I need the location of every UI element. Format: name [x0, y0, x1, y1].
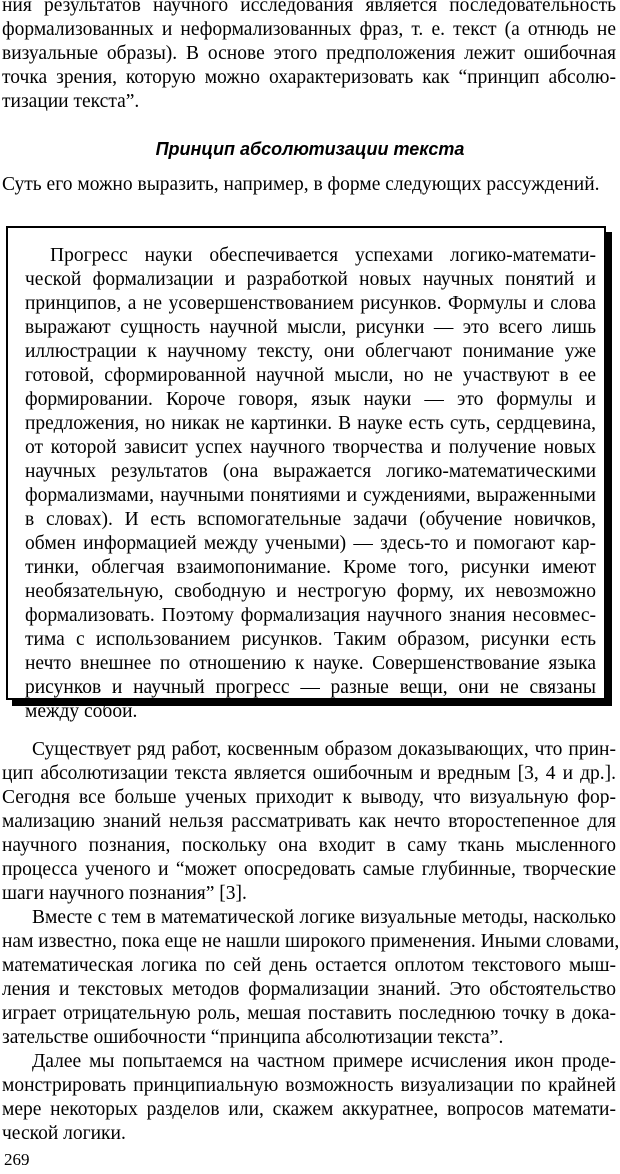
quote-line: предложения, но никак не картинки. В науке есть суть, сердцевина, [25, 413, 596, 434]
text-line: Существует ряд работ, косвенным образом доказывающих, что прин- [32, 739, 616, 760]
text-line: процесса ученого и “может опосредовать самые глубинные, творческие [2, 859, 616, 880]
page-number: 269 [4, 1150, 30, 1169]
text-line: ления и текстовых методов формализации знаний. Это обстоятельство [2, 979, 616, 1000]
text-line: тизации текста”. [2, 91, 140, 112]
quote-line: Прогресс науки обеспечивается успехами логико-математи- [50, 245, 596, 266]
text-line: монстрировать принципиальную возможность визуализации по крайней [2, 1075, 616, 1096]
text-line: Далее мы попытаемся на частном примере исчисления икон проде- [32, 1051, 616, 1072]
quote-line: необязательную, свободную и нестрогую форму, их невозможно [25, 581, 596, 602]
text-line: формализованных и неформализованных фраз, т. е. текст (а отнюдь не [2, 19, 616, 40]
quote-line: формировании. Короче говоря, язык науки — это формулы и [25, 389, 596, 410]
quote-line: нечто внешнее по отношению к науке. Совершенствование языка [25, 653, 596, 674]
intro-sentence: Суть его можно выразить, например, в форме следующих рассуждений. [2, 174, 600, 195]
quote-line: выражают сущность научной мысли, рисунки — это всего лишь [25, 317, 596, 338]
text-line: ческой логики. [2, 1123, 126, 1144]
quote-line: между собой. [25, 701, 138, 722]
quote-line: рисунков и научный прогресс — разные вещи, они не связаны [25, 677, 596, 698]
text-line: научного познания, поскольку она входит в саму ткань мысленного [2, 835, 616, 856]
quote-line: научных результатов (она выражается логико-математическими [25, 461, 596, 482]
text-line: шаги научного познания” [3]. [2, 883, 247, 904]
text-line: цип абсолютизации текста является ошибочным и вредным [3, 4 и др.]. [2, 763, 616, 784]
text-line: ния результатов научного исследования является последовательность [2, 0, 616, 16]
quote-line: обмен информацией между учеными) — здесь-то и помогают кар- [25, 533, 596, 554]
quote-line: формализовать. Поэтому формализация научного знания несовмес- [25, 605, 596, 626]
quote-line: тинки, облегчая взаимопонимание. Кроме того, рисунки имеют [25, 557, 596, 578]
text-line: играет отрицательную роль, мешая поставить последнюю точку в дока- [2, 1003, 616, 1024]
quote-line: готовой, сформированной научной мысли, но не участвуют в ее [25, 365, 596, 386]
quote-line: тима с использованием рисунков. Таким образом, рисунки есть [25, 629, 596, 650]
quote-line: от которой зависит успех научного творчества и получение новых [25, 437, 596, 458]
quote-line: в словах). И есть вспомогательные задачи (обучение новичков, [25, 509, 596, 530]
text-line: математическая логика по сей день остается оплотом текстового мыш- [2, 955, 616, 976]
text-line: зательстве ошибочности “принципа абсолютизации текста”. [2, 1027, 504, 1048]
text-line: мализацию знаний нельзя рассматривать как нечто второстепенное для [2, 811, 616, 832]
quote-line: иллюстрации к научному тексту, они облегчают понимание уже [25, 341, 596, 362]
section-heading: Принцип абсолютизации текста [155, 139, 465, 159]
text-line: точка зрения, которую можно охарактеризовать как “принцип абсолю- [2, 67, 616, 88]
quote-line: принципов, а не усовершенствованием рисунков. Формулы и слова [25, 293, 596, 314]
text-line: Вместе с тем в математической логике визуальные методы, насколько [32, 907, 616, 928]
text-line: Сегодня все больше ученых приходит к выводу, что визуальную фор- [2, 787, 616, 808]
text-line: нам известно, пока еще не нашли широкого применения. Иными словами, [2, 931, 620, 952]
text-line: визуальные образы). В основе этого предположения лежит ошибочная [2, 43, 616, 64]
quote-line: ческой формализации и разработкой новых научных понятий и [25, 269, 596, 290]
quote-line: формализмами, научными понятиями и суждениями, выраженными [25, 485, 596, 506]
text-line: мере некоторых разделов или, скажем аккуратнее, вопросов математи- [2, 1099, 616, 1120]
